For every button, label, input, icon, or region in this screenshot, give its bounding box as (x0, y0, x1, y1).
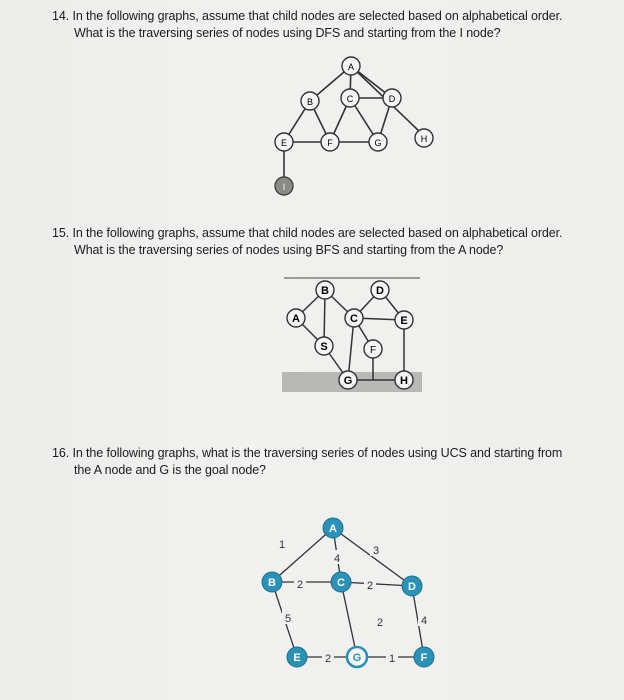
svg-text:S: S (320, 341, 328, 353)
graph-16-node-a (323, 518, 343, 538)
svg-text:E: E (293, 652, 301, 664)
svg-text:F: F (327, 138, 333, 148)
svg-text:E: E (400, 315, 408, 327)
graph-16-node-f (414, 647, 434, 667)
svg-text:I: I (282, 182, 286, 192)
svg-text:A: A (329, 523, 337, 535)
graph-16-node-b (262, 572, 282, 592)
graph-16-node-c (331, 572, 351, 592)
question-14-line-2: What is the traversing series of nodes using DFS and starting from the I node? (74, 26, 501, 40)
weight-a-d: 3 (372, 545, 380, 557)
question-15-line-2: What is the traversing series of nodes using BFS and starting from the A node? (74, 243, 504, 257)
weight-c-g: 2 (376, 617, 384, 629)
svg-text:B: B (321, 285, 329, 297)
weight-b-c: 2 (296, 579, 304, 591)
weight-a-b: 1 (278, 539, 286, 551)
svg-text:G: G (374, 138, 382, 148)
graph-16-node-e (287, 647, 307, 667)
svg-text:F: F (420, 652, 428, 664)
svg-text:G: G (343, 375, 353, 387)
svg-text:H: H (400, 375, 408, 387)
weight-e-g: 2 (324, 653, 332, 665)
svg-text:B: B (306, 97, 314, 107)
weight-b-e: 5 (284, 613, 292, 625)
svg-text:A: A (292, 313, 300, 325)
weight-d-f: 4 (420, 615, 428, 627)
svg-text:C: C (346, 94, 354, 104)
svg-text:D: D (388, 94, 396, 104)
svg-text:D: D (408, 581, 416, 593)
svg-text:C: C (337, 577, 345, 589)
svg-text:G: G (352, 652, 362, 664)
question-16-line-1: 16. In the following graphs, what is the traversing series of nodes using UCS and starting from (52, 446, 563, 460)
svg-text:F: F (369, 345, 377, 356)
svg-text:A: A (347, 62, 355, 72)
graph-16-node-g (347, 647, 367, 667)
svg-text:H: H (420, 134, 428, 144)
weight-a-c: 4 (333, 553, 341, 565)
question-16-line-2: the A node and G is the goal node? (74, 463, 266, 477)
svg-text:B: B (268, 577, 276, 589)
weight-g-f: 1 (388, 653, 396, 665)
question-15-line-1: 15. In the following graphs, assume that child nodes are selected based on alphabetical order. (52, 226, 563, 240)
svg-text:D: D (376, 285, 384, 297)
graph-16-node-d (402, 576, 422, 596)
question-14-line-1: 14. In the following graphs, assume that child nodes are selected based on alphabetical order. (52, 9, 563, 23)
svg-text:E: E (280, 138, 288, 148)
weight-c-d: 2 (366, 580, 374, 592)
svg-text:C: C (350, 313, 358, 325)
